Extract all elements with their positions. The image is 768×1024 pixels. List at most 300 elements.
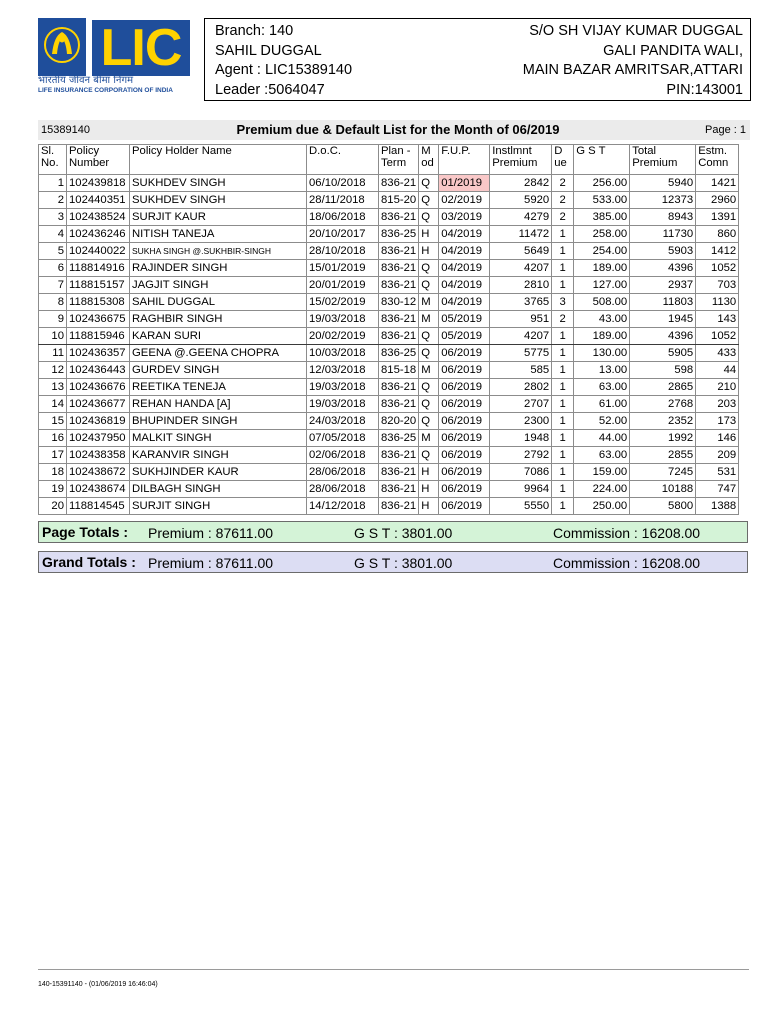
- cell-plan-term: 836-25: [379, 430, 419, 447]
- cell-est-commission: 860: [696, 226, 739, 243]
- cell-mode: H: [419, 243, 439, 260]
- report-title: Premium due & Default List for the Month of 06/2019: [236, 122, 560, 137]
- cell-gst: 256.00: [574, 175, 630, 192]
- cell-installment: 7086: [490, 464, 552, 481]
- premium-due-table: [38, 144, 739, 515]
- agent-code: Agent : LIC15389140: [215, 62, 353, 78]
- cell-installment: 5920: [490, 192, 552, 209]
- cell-total-premium: 12373: [630, 192, 696, 209]
- cell-policy-number: 102439818: [67, 175, 130, 192]
- col-header-commission: Estm. Comn: [696, 145, 739, 175]
- cell-policy-number: 118815946: [67, 328, 130, 345]
- cell-installment: 5649: [490, 243, 552, 260]
- cell-gst: 508.00: [574, 294, 630, 311]
- table-row: [39, 209, 739, 226]
- cell-policy-number: 102436676: [67, 379, 130, 396]
- cell-total-premium: 4396: [630, 260, 696, 277]
- cell-due: 2: [552, 209, 574, 226]
- cell-sl-no: 3: [39, 209, 67, 226]
- cell-doc: 19/03/2018: [307, 379, 379, 396]
- cell-holder-name: DILBAGH SINGH: [130, 481, 307, 498]
- table-body: [39, 175, 739, 515]
- cell-installment: 4207: [490, 260, 552, 277]
- cell-due: 1: [552, 379, 574, 396]
- cell-mode: Q: [419, 396, 439, 413]
- cell-doc: 20/01/2019: [307, 277, 379, 294]
- cell-gst: 43.00: [574, 311, 630, 328]
- cell-total-premium: 1992: [630, 430, 696, 447]
- cell-plan-term: 815-20: [379, 192, 419, 209]
- table-row: [39, 362, 739, 379]
- cell-sl-no: 7: [39, 277, 67, 294]
- cell-plan-term: 836-21: [379, 260, 419, 277]
- col-header-sl: Sl. No.: [39, 145, 67, 175]
- cell-est-commission: 1052: [696, 260, 739, 277]
- cell-holder-name: SUKHDEV SINGH: [130, 192, 307, 209]
- cell-total-premium: 2855: [630, 447, 696, 464]
- cell-fup: 06/2019: [439, 447, 490, 464]
- cell-plan-term: 836-25: [379, 226, 419, 243]
- cell-plan-term: 836-21: [379, 498, 419, 515]
- cell-installment: 4207: [490, 328, 552, 345]
- cell-total-premium: 7245: [630, 464, 696, 481]
- cell-holder-name: MALKIT SINGH: [130, 430, 307, 447]
- cell-mode: H: [419, 464, 439, 481]
- cell-total-premium: 8943: [630, 209, 696, 226]
- cell-sl-no: 2: [39, 192, 67, 209]
- cell-doc: 20/10/2017: [307, 226, 379, 243]
- cell-doc: 28/06/2018: [307, 481, 379, 498]
- cell-gst: 533.00: [574, 192, 630, 209]
- cell-plan-term: 836-21: [379, 379, 419, 396]
- cell-holder-name: GEENA @.GEENA CHOPRA: [130, 345, 307, 362]
- address-line-2: GALI PANDITA WALI,: [603, 42, 743, 59]
- cell-fup: 03/2019: [439, 209, 490, 226]
- cell-policy-number: 102436819: [67, 413, 130, 430]
- page-totals-premium: Premium : 87611.00: [148, 525, 274, 541]
- cell-est-commission: 1388: [696, 498, 739, 515]
- cell-holder-name: SAHIL DUGGAL: [130, 294, 307, 311]
- cell-policy-number: 102440351: [67, 192, 130, 209]
- cell-plan-term: 836-21: [379, 175, 419, 192]
- cell-doc: 12/03/2018: [307, 362, 379, 379]
- cell-gst: 61.00: [574, 396, 630, 413]
- cell-due: 1: [552, 464, 574, 481]
- cell-gst: 127.00: [574, 277, 630, 294]
- cell-est-commission: 703: [696, 277, 739, 294]
- cell-sl-no: 12: [39, 362, 67, 379]
- cell-holder-name: SUKHA SINGH @.SUKHBIR-SINGH: [130, 243, 307, 260]
- cell-mode: H: [419, 226, 439, 243]
- cell-gst: 13.00: [574, 362, 630, 379]
- cell-due: 3: [552, 294, 574, 311]
- cell-doc: 28/06/2018: [307, 464, 379, 481]
- cell-gst: 189.00: [574, 328, 630, 345]
- cell-doc: 06/10/2018: [307, 175, 379, 192]
- cell-gst: 254.00: [574, 243, 630, 260]
- cell-mode: Q: [419, 447, 439, 464]
- cell-installment: 2300: [490, 413, 552, 430]
- cell-holder-name: NITISH TANEJA: [130, 226, 307, 243]
- cell-plan-term: 836-21: [379, 311, 419, 328]
- cell-plan-term: 836-25: [379, 345, 419, 362]
- cell-doc: 19/03/2018: [307, 311, 379, 328]
- col-header-gst: G S T: [574, 145, 630, 175]
- cell-due: 1: [552, 498, 574, 515]
- cell-plan-term: 836-21: [379, 243, 419, 260]
- cell-plan-term: 830-12: [379, 294, 419, 311]
- cell-total-premium: 4396: [630, 328, 696, 345]
- cell-fup: 05/2019: [439, 311, 490, 328]
- cell-est-commission: 747: [696, 481, 739, 498]
- cell-fup: 06/2019: [439, 413, 490, 430]
- cell-doc: 10/03/2018: [307, 345, 379, 362]
- lic-english-name: LIFE INSURANCE CORPORATION OF INDIA: [38, 87, 173, 94]
- cell-due: 1: [552, 362, 574, 379]
- cell-est-commission: 2960: [696, 192, 739, 209]
- cell-doc: 18/06/2018: [307, 209, 379, 226]
- cell-sl-no: 9: [39, 311, 67, 328]
- cell-mode: Q: [419, 379, 439, 396]
- cell-holder-name: SUKHDEV SINGH: [130, 175, 307, 192]
- cell-due: 1: [552, 328, 574, 345]
- cell-due: 1: [552, 413, 574, 430]
- cell-sl-no: 15: [39, 413, 67, 430]
- cell-est-commission: 1130: [696, 294, 739, 311]
- cell-fup: 06/2019: [439, 498, 490, 515]
- cell-total-premium: 598: [630, 362, 696, 379]
- col-header-due: D ue: [552, 145, 574, 175]
- agent-name: SAHIL DUGGAL: [215, 42, 322, 59]
- col-header-mode: M od: [419, 145, 439, 175]
- cell-mode: Q: [419, 260, 439, 277]
- cell-plan-term: 815-18: [379, 362, 419, 379]
- table-row: [39, 413, 739, 430]
- address-line-1: S/O SH VIJAY KUMAR DUGGAL: [529, 23, 743, 39]
- cell-est-commission: 146: [696, 430, 739, 447]
- col-header-plan: Plan - Term: [379, 145, 419, 175]
- cell-gst: 385.00: [574, 209, 630, 226]
- address-line-3: MAIN BAZAR AMRITSAR,ATTARI: [522, 62, 743, 78]
- page-totals-label: Page Totals :: [42, 524, 129, 540]
- cell-due: 1: [552, 226, 574, 243]
- cell-est-commission: 531: [696, 464, 739, 481]
- cell-gst: 189.00: [574, 260, 630, 277]
- cell-doc: 15/01/2019: [307, 260, 379, 277]
- table-row: [39, 481, 739, 498]
- table-row: [39, 175, 739, 192]
- table-row: [39, 328, 739, 345]
- cell-gst: 52.00: [574, 413, 630, 430]
- cell-doc: 14/12/2018: [307, 498, 379, 515]
- table-row: [39, 345, 739, 362]
- cell-fup: 06/2019: [439, 396, 490, 413]
- cell-holder-name: SURJIT KAUR: [130, 209, 307, 226]
- cell-holder-name: KARAN SURI: [130, 328, 307, 345]
- cell-policy-number: 102438672: [67, 464, 130, 481]
- cell-holder-name: BHUPINDER SINGH: [130, 413, 307, 430]
- cell-installment: 2792: [490, 447, 552, 464]
- cell-policy-number: 118815157: [67, 277, 130, 294]
- lic-emblem-icon: [38, 18, 86, 76]
- cell-holder-name: REHAN HANDA [A]: [130, 396, 307, 413]
- cell-holder-name: RAGHBIR SINGH: [130, 311, 307, 328]
- cell-fup: 04/2019: [439, 294, 490, 311]
- cell-due: 1: [552, 260, 574, 277]
- cell-due: 1: [552, 243, 574, 260]
- cell-policy-number: 118815308: [67, 294, 130, 311]
- cell-plan-term: 820-20: [379, 413, 419, 430]
- cell-due: 1: [552, 447, 574, 464]
- cell-installment: 4279: [490, 209, 552, 226]
- cell-est-commission: 1052: [696, 328, 739, 345]
- cell-fup: 06/2019: [439, 481, 490, 498]
- cell-est-commission: 433: [696, 345, 739, 362]
- cell-gst: 250.00: [574, 498, 630, 515]
- cell-policy-number: 102438358: [67, 447, 130, 464]
- cell-total-premium: 1945: [630, 311, 696, 328]
- cell-total-premium: 11730: [630, 226, 696, 243]
- agent-header-box: [204, 18, 751, 101]
- cell-sl-no: 17: [39, 447, 67, 464]
- cell-fup: 04/2019: [439, 243, 490, 260]
- cell-mode: H: [419, 481, 439, 498]
- cell-policy-number: 102440022: [67, 243, 130, 260]
- cell-sl-no: 1: [39, 175, 67, 192]
- lic-logo: [38, 18, 192, 94]
- table-row: [39, 311, 739, 328]
- cell-total-premium: 5940: [630, 175, 696, 192]
- cell-mode: Q: [419, 192, 439, 209]
- cell-installment: 9964: [490, 481, 552, 498]
- table-row: [39, 498, 739, 515]
- cell-sl-no: 13: [39, 379, 67, 396]
- col-header-installment: Instlmnt Premium: [490, 145, 552, 175]
- cell-due: 1: [552, 396, 574, 413]
- cell-doc: 28/10/2018: [307, 243, 379, 260]
- grand-totals-gst: G S T : 3801.00: [354, 555, 453, 571]
- cell-doc: 24/03/2018: [307, 413, 379, 430]
- cell-installment: 5775: [490, 345, 552, 362]
- cell-sl-no: 10: [39, 328, 67, 345]
- cell-total-premium: 11803: [630, 294, 696, 311]
- cell-policy-number: 102436677: [67, 396, 130, 413]
- cell-fup: 06/2019: [439, 362, 490, 379]
- cell-policy-number: 102438524: [67, 209, 130, 226]
- cell-fup: 05/2019: [439, 328, 490, 345]
- cell-sl-no: 18: [39, 464, 67, 481]
- cell-installment: 585: [490, 362, 552, 379]
- cell-due: 1: [552, 277, 574, 294]
- cell-sl-no: 20: [39, 498, 67, 515]
- cell-holder-name: SURJIT SINGH: [130, 498, 307, 515]
- grand-totals-premium: Premium : 87611.00: [148, 555, 274, 571]
- cell-est-commission: 1391: [696, 209, 739, 226]
- cell-total-premium: 2352: [630, 413, 696, 430]
- cell-installment: 1948: [490, 430, 552, 447]
- cell-fup: 06/2019: [439, 430, 490, 447]
- cell-mode: Q: [419, 209, 439, 226]
- cell-plan-term: 836-21: [379, 328, 419, 345]
- cell-plan-term: 836-21: [379, 277, 419, 294]
- cell-fup: 06/2019: [439, 464, 490, 481]
- cell-doc: 07/05/2018: [307, 430, 379, 447]
- cell-policy-number: 102438674: [67, 481, 130, 498]
- col-header-total: Total Premium: [630, 145, 696, 175]
- table-row: [39, 294, 739, 311]
- cell-installment: 11472: [490, 226, 552, 243]
- cell-holder-name: JAGJIT SINGH: [130, 277, 307, 294]
- cell-policy-number: 118814545: [67, 498, 130, 515]
- lic-hindi-name: भारतीय जीवन बीमा निगम: [38, 75, 134, 86]
- cell-due: 1: [552, 481, 574, 498]
- cell-installment: 951: [490, 311, 552, 328]
- cell-total-premium: 5800: [630, 498, 696, 515]
- table-header-row: [39, 145, 739, 175]
- cell-fup: 06/2019: [439, 345, 490, 362]
- cell-holder-name: KARANVIR SINGH: [130, 447, 307, 464]
- cell-gst: 63.00: [574, 379, 630, 396]
- cell-sl-no: 4: [39, 226, 67, 243]
- cell-est-commission: 1421: [696, 175, 739, 192]
- cell-doc: 15/02/2019: [307, 294, 379, 311]
- cell-fup: 04/2019: [439, 277, 490, 294]
- col-header-fup: F.U.P.: [439, 145, 490, 175]
- table-row: [39, 277, 739, 294]
- cell-gst: 130.00: [574, 345, 630, 362]
- cell-mode: M: [419, 311, 439, 328]
- cell-total-premium: 5903: [630, 243, 696, 260]
- cell-installment: 3765: [490, 294, 552, 311]
- col-header-holder: Policy Holder Name: [130, 145, 307, 175]
- cell-mode: Q: [419, 413, 439, 430]
- cell-est-commission: 209: [696, 447, 739, 464]
- cell-mode: Q: [419, 175, 439, 192]
- cell-holder-name: GURDEV SINGH: [130, 362, 307, 379]
- grand-totals-bar: [38, 551, 748, 573]
- report-title-bar: [38, 120, 750, 140]
- cell-gst: 224.00: [574, 481, 630, 498]
- table-row: [39, 226, 739, 243]
- cell-due: 1: [552, 345, 574, 362]
- cell-due: 2: [552, 311, 574, 328]
- table-row: [39, 379, 739, 396]
- branch-text: Branch: 140: [215, 23, 294, 39]
- page-totals-commission: Commission : 16208.00: [553, 525, 701, 541]
- cell-est-commission: 203: [696, 396, 739, 413]
- cell-policy-number: 118814916: [67, 260, 130, 277]
- cell-holder-name: SUKHJINDER KAUR: [130, 464, 307, 481]
- cell-sl-no: 8: [39, 294, 67, 311]
- report-agent-id: 15389140: [41, 124, 90, 136]
- footer-divider: [38, 969, 749, 970]
- col-header-policy: Policy Number: [67, 145, 130, 175]
- cell-due: 2: [552, 192, 574, 209]
- cell-doc: 19/03/2018: [307, 396, 379, 413]
- cell-gst: 258.00: [574, 226, 630, 243]
- cell-total-premium: 2865: [630, 379, 696, 396]
- cell-sl-no: 5: [39, 243, 67, 260]
- cell-est-commission: 143: [696, 311, 739, 328]
- cell-plan-term: 836-21: [379, 396, 419, 413]
- cell-plan-term: 836-21: [379, 481, 419, 498]
- grand-totals-label: Grand Totals :: [42, 554, 136, 570]
- cell-fup: 04/2019: [439, 226, 490, 243]
- cell-doc: 20/02/2019: [307, 328, 379, 345]
- cell-plan-term: 836-21: [379, 464, 419, 481]
- cell-est-commission: 44: [696, 362, 739, 379]
- cell-installment: 2842: [490, 175, 552, 192]
- cell-total-premium: 2937: [630, 277, 696, 294]
- agent-address: [523, 22, 743, 100]
- cell-due: 2: [552, 175, 574, 192]
- cell-est-commission: 1412: [696, 243, 739, 260]
- cell-total-premium: 2768: [630, 396, 696, 413]
- cell-est-commission: 173: [696, 413, 739, 430]
- table-row: [39, 447, 739, 464]
- cell-holder-name: RAJINDER SINGH: [130, 260, 307, 277]
- cell-policy-number: 102436443: [67, 362, 130, 379]
- cell-holder-name: REETIKA TENEJA: [130, 379, 307, 396]
- cell-installment: 5550: [490, 498, 552, 515]
- cell-gst: 44.00: [574, 430, 630, 447]
- cell-mode: M: [419, 362, 439, 379]
- table-row: [39, 260, 739, 277]
- cell-sl-no: 19: [39, 481, 67, 498]
- table-row: [39, 192, 739, 209]
- cell-fup: 01/2019: [439, 175, 490, 192]
- cell-gst: 159.00: [574, 464, 630, 481]
- page-totals-bar: [38, 521, 748, 543]
- cell-mode: M: [419, 430, 439, 447]
- page-number: Page : 1: [705, 124, 746, 136]
- table-row: [39, 464, 739, 481]
- agent-info: [215, 22, 352, 100]
- cell-policy-number: 102436357: [67, 345, 130, 362]
- table-row: [39, 430, 739, 447]
- cell-sl-no: 16: [39, 430, 67, 447]
- cell-plan-term: 836-21: [379, 209, 419, 226]
- cell-fup: 04/2019: [439, 260, 490, 277]
- cell-fup: 02/2019: [439, 192, 490, 209]
- table-row: [39, 396, 739, 413]
- cell-mode: H: [419, 498, 439, 515]
- cell-plan-term: 836-21: [379, 447, 419, 464]
- cell-total-premium: 10188: [630, 481, 696, 498]
- address-pin: PIN:143001: [666, 81, 743, 98]
- cell-mode: Q: [419, 345, 439, 362]
- page-totals-gst: G S T : 3801.00: [354, 525, 453, 541]
- footer-text: 140-15391140 - (01/06/2019 16:46:04): [38, 981, 158, 988]
- cell-sl-no: 6: [39, 260, 67, 277]
- cell-sl-no: 14: [39, 396, 67, 413]
- cell-mode: Q: [419, 328, 439, 345]
- cell-sl-no: 11: [39, 345, 67, 362]
- cell-est-commission: 210: [696, 379, 739, 396]
- cell-total-premium: 5905: [630, 345, 696, 362]
- cell-policy-number: 102437950: [67, 430, 130, 447]
- cell-installment: 2810: [490, 277, 552, 294]
- cell-installment: 2802: [490, 379, 552, 396]
- col-header-doc: D.o.C.: [307, 145, 379, 175]
- grand-totals-commission: Commission : 16208.00: [553, 555, 701, 571]
- cell-policy-number: 102436246: [67, 226, 130, 243]
- leader-code: Leader :5064047: [215, 81, 325, 98]
- cell-doc: 28/11/2018: [307, 192, 379, 209]
- table-row: [39, 243, 739, 260]
- lic-wordmark: LIC: [92, 20, 190, 76]
- cell-due: 1: [552, 430, 574, 447]
